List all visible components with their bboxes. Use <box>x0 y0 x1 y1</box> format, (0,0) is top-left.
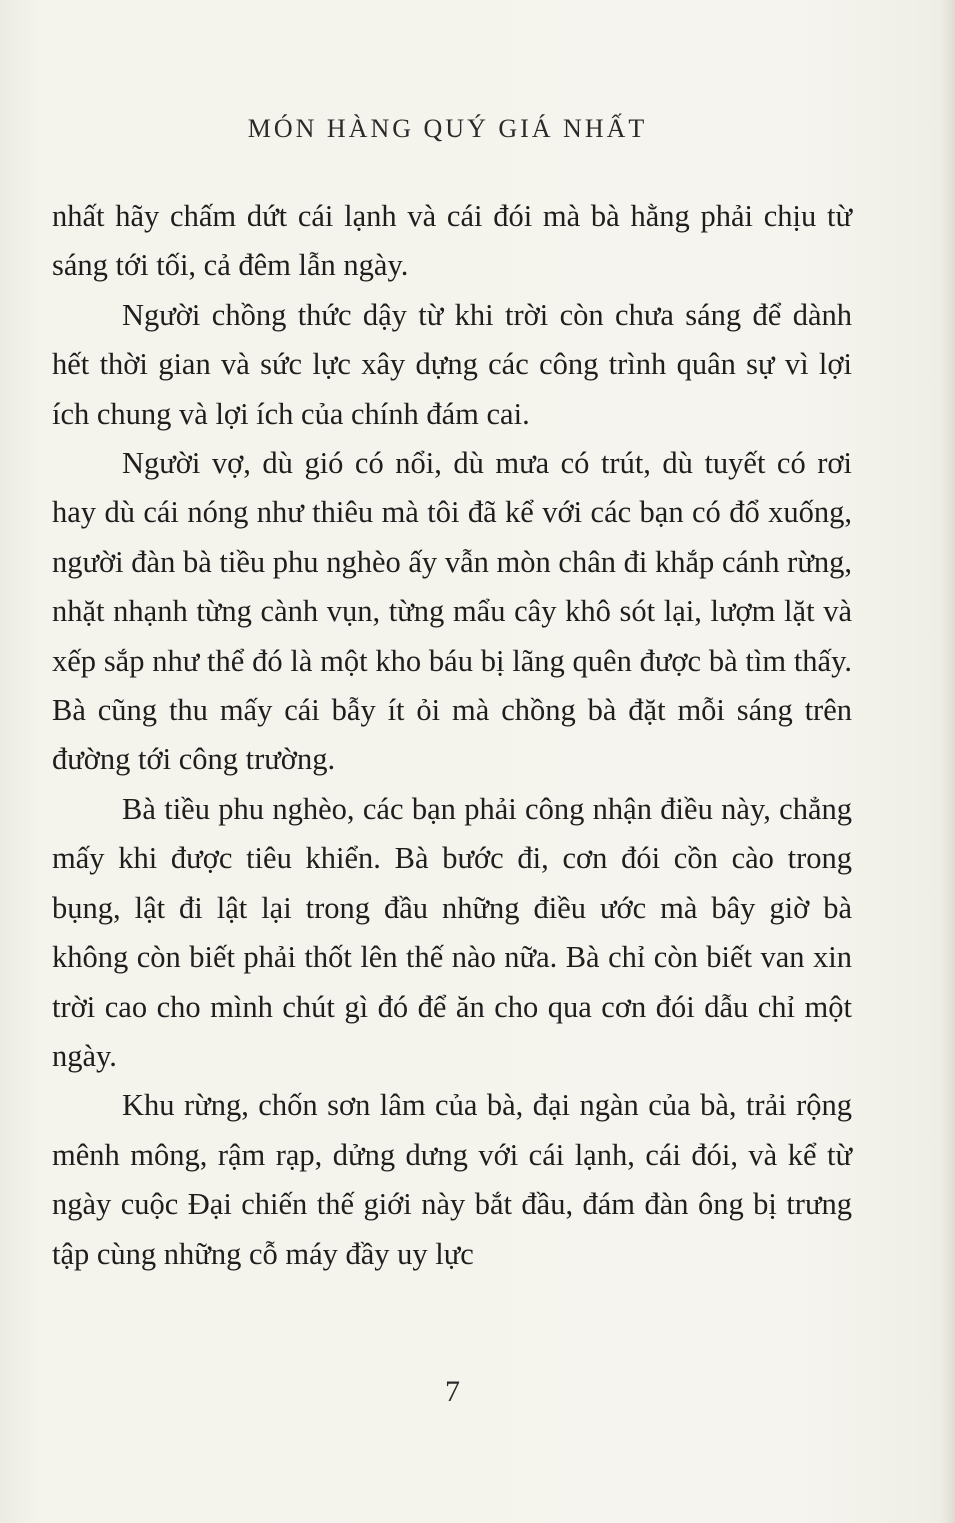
paragraph-3: Người vợ, dù gió có nổi, dù mưa có trút, dù tuyết có rơi hay dù cái nóng như thiêu mà tôi đã kể với các bạn có đổ xuống, người đàn bà tiều phu nghèo ấy vẫn mòn chân đi khắp cánh rừng, nhặt nhạnh từng cành vụn, từng mẩu cây khô sót lại, lượm lặt và xếp sắp như thể đó là một kho báu bị lãng quên được bà tìm thấy. Bà cũng thu mấy cái bẫy ít ỏi mà chồng bà đặt mỗi sáng trên đường tới công trường. <box>52 446 852 777</box>
paragraph-5: Khu rừng, chốn sơn lâm của bà, đại ngàn của bà, trải rộng mênh mông, rậm rạp, dửng dưng với cái lạnh, cái đói, và kể từ ngày cuộc Đại chiến thế giới này bắt đầu, đám đàn ông bị trưng tập cùng những cỗ máy đầy uy lực <box>52 1088 852 1271</box>
paragraph-4: Bà tiều phu nghèo, các bạn phải công nhận điều này, chẳng mấy khi được tiêu khiển. Bà bước đi, cơn đói cồn cào trong bụng, lật đi lật lại trong đầu những điều ước mà bây giờ bà không còn biết phải thốt lên thế nào nữa. Bà chỉ còn biết van xin trời cao cho mình chút gì đó để ăn cho qua cơn đói dẫu chỉ một ngày. <box>52 791 852 1073</box>
paragraph-2: Người chồng thức dậy từ khi trời còn chưa sáng để dành hết thời gian và sức lực xây dựng các công trình quân sự vì lợi ích chung và lợi ích của chính đám cai. <box>52 297 852 431</box>
paragraph-1: nhất hãy chấm dứt cái lạnh và cái đói mà bà hằng phải chịu từ sáng tới tối, cả đêm lẫn ngày. <box>52 199 852 283</box>
body-text <box>52 192 852 1279</box>
page-number: 7 <box>445 1375 460 1408</box>
running-head: MÓN HÀNG QUÝ GIÁ NHẤT <box>247 114 648 143</box>
